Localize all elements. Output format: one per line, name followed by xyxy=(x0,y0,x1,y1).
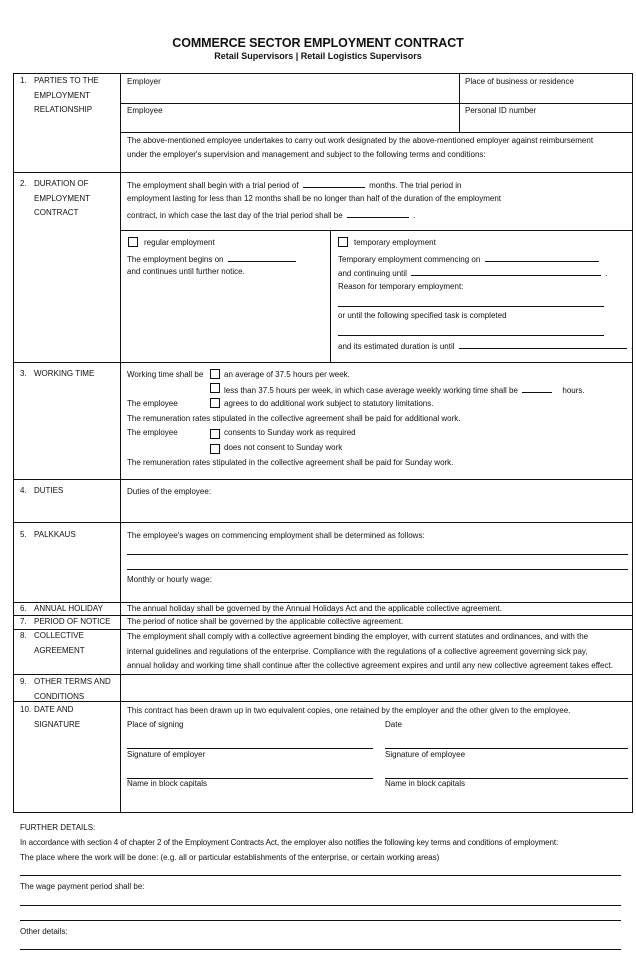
collective-agreement-line: The employment shall comply with a collective agreement binding the employer, with current statutes and ordinances, and with the xyxy=(127,632,589,641)
regular-continues-text: and continues until further notice. xyxy=(127,267,245,276)
wages-text: The employee's wages on commencing employment shall be determined as follows: xyxy=(127,531,425,540)
name-block-employee-label: Name in block capitals xyxy=(385,779,466,788)
section-label: RELATIONSHIP xyxy=(34,105,93,114)
less-hours-line xyxy=(224,384,585,396)
employer-field[interactable] xyxy=(121,74,458,103)
period-of-notice-text: The period of notice shall be governed by the applicable collective agreement. xyxy=(127,617,404,626)
place-of-business-field[interactable] xyxy=(460,74,632,103)
section-label: DUTIES xyxy=(34,486,64,495)
column-divider xyxy=(120,73,121,813)
trial-text: contract, in which case the last day of the trial period shall be xyxy=(127,211,343,220)
document-title: COMMERCE SECTOR EMPLOYMENT CONTRACT xyxy=(172,36,464,50)
section-number: 8. xyxy=(20,631,27,640)
trial-text: . xyxy=(413,211,416,220)
date-label: Date xyxy=(385,720,402,729)
less-hours-checkbox[interactable] xyxy=(210,383,220,393)
row-divider xyxy=(13,522,633,523)
further-details-intro: In accordance with section 4 of chapter 2 of the Employment Contracts Act, the employer also notifies the following key terms and conditions of employment: xyxy=(20,838,559,847)
wages-input-line[interactable] xyxy=(127,569,628,570)
section-number: 1. xyxy=(20,76,27,85)
temporary-duration-input[interactable] xyxy=(459,340,627,349)
parties-statement-line: under the employer's supervision and management and subject to the following terms and conditions: xyxy=(127,150,486,159)
temporary-duration-label: and its estimated duration is until xyxy=(338,342,455,351)
row-divider xyxy=(13,615,633,616)
temporary-continuing-label: and continuing until xyxy=(338,269,407,278)
temporary-task-input[interactable] xyxy=(338,335,604,336)
average-hours-checkbox[interactable] xyxy=(210,369,220,379)
hours-unit: hours. xyxy=(562,386,585,395)
section-label: PERIOD OF NOTICE xyxy=(34,617,111,626)
section-label: AGREEMENT xyxy=(34,646,85,655)
collective-agreement-line: internal guidelines and regulations of the enterprise. Compliance with the regulations of a collective agreement governing sick pay, xyxy=(127,647,588,656)
additional-work-label: agrees to do additional work subject to statutory limitations. xyxy=(224,399,434,408)
other-terms-input[interactable] xyxy=(121,675,631,700)
section-label: DURATION OF xyxy=(34,179,89,188)
section-number: 10. xyxy=(20,705,32,714)
temporary-duration-line xyxy=(338,340,633,352)
sunday-consent-label: consents to Sunday work as required xyxy=(224,428,356,437)
regular-begins-line xyxy=(127,253,298,265)
section-label: EMPLOYMENT xyxy=(34,193,91,203)
employer-label: Employer xyxy=(127,77,161,86)
section-number: 3. xyxy=(20,369,27,378)
wage-period-label: The wage payment period shall be: xyxy=(20,882,145,891)
regular-employment-label: regular employment xyxy=(144,238,215,247)
further-details-heading: FURTHER DETAILS: xyxy=(20,823,96,832)
work-place-label: The place where the work will be done: (e.g. all or particular establishments of the enterprise, or certain working areas) xyxy=(20,853,440,862)
temporary-continuing-line xyxy=(338,267,608,279)
weekly-hours-input[interactable] xyxy=(522,384,552,393)
section-label: ANNUAL HOLIDAY xyxy=(34,604,103,613)
signature-employee-label: Signature of employee xyxy=(385,750,466,759)
other-details-label: Other details: xyxy=(20,927,68,936)
signature-employer-label: Signature of employer xyxy=(127,750,206,759)
row-divider xyxy=(13,172,633,173)
temporary-reason-input[interactable] xyxy=(338,306,604,307)
place-of-business-label: Place of business or residence xyxy=(465,77,574,86)
regular-employment-checkbox[interactable] xyxy=(128,237,138,247)
section-number: 7. xyxy=(20,617,27,626)
wage-input[interactable] xyxy=(121,586,631,601)
employee-field[interactable] xyxy=(121,104,458,132)
row-divider xyxy=(120,132,633,133)
temporary-employment-label: temporary employment xyxy=(354,238,436,247)
working-time-prefix: Working time shall be xyxy=(127,370,204,379)
collective-agreement-line: annual holiday and working time shall continue after the collective agreement expires and until any new collective agreement takes effect. xyxy=(127,661,613,670)
row-divider xyxy=(13,479,633,480)
section-label: PALKKAUS xyxy=(34,530,76,539)
sunday-consent-checkbox[interactable] xyxy=(210,429,220,439)
employee-label: The employee xyxy=(127,399,178,408)
period-mark: . xyxy=(630,342,634,351)
row-divider xyxy=(13,362,633,363)
row-divider xyxy=(13,701,633,702)
section-label: SIGNATURE xyxy=(34,720,81,729)
temporary-commencing-line xyxy=(338,253,601,265)
trial-text: The employment shall begin with a trial period of xyxy=(127,181,299,190)
document-subtitle: Retail Supervisors | Retail Logistics Supervisors xyxy=(214,51,422,61)
remuneration-additional-text: The remuneration rates stipulated in the collective agreement shall be paid for additional work. xyxy=(127,414,461,423)
duties-label: Duties of the employee: xyxy=(127,487,212,496)
annual-holiday-text: The annual holiday shall be governed by the Annual Holidays Act and the applicable collective agreement. xyxy=(127,604,502,613)
sunday-no-consent-checkbox[interactable] xyxy=(210,444,220,454)
trial-period-line: employment lasting for less than 12 months shall be no longer than half of the duration of the employment xyxy=(127,194,501,203)
row-divider xyxy=(13,629,633,630)
remuneration-sunday-text: The remuneration rates stipulated in the collective agreement shall be paid for Sunday work. xyxy=(127,458,454,467)
temporary-task-label: or until the following specified task is completed xyxy=(338,311,507,320)
section-number: 2. xyxy=(20,179,27,188)
wage-period-input[interactable] xyxy=(20,905,621,906)
parties-statement-line: The above-mentioned employee undertakes to carry out work designated by the above-mentioned employer against reimbursement xyxy=(127,136,594,145)
temporary-employment-checkbox[interactable] xyxy=(338,237,348,247)
section-label: COLLECTIVE xyxy=(34,631,84,640)
section-number: 4. xyxy=(20,486,27,495)
trial-months-input[interactable] xyxy=(303,179,365,188)
section-number: 5. xyxy=(20,530,27,539)
duties-input[interactable] xyxy=(121,499,631,521)
trial-last-day-input[interactable] xyxy=(347,209,409,218)
regular-begins-label: The employment begins on xyxy=(127,255,224,264)
section-label: WORKING TIME xyxy=(34,369,95,378)
average-hours-label: an average of 37.5 hours per week. xyxy=(224,370,350,379)
temporary-continuing-input[interactable] xyxy=(411,267,601,276)
personal-id-label: Personal ID number xyxy=(465,106,537,115)
place-of-signing-label: Place of signing xyxy=(127,720,184,729)
temporary-reason-label: Reason for temporary employment: xyxy=(338,282,464,291)
wage-label: Monthly or hourly wage: xyxy=(127,575,212,584)
temporary-commencing-input[interactable] xyxy=(485,253,599,262)
copies-text: This contract has been drawn up in two equivalent copies, one retained by the employer and the other given to the employee. xyxy=(127,706,571,715)
work-place-input[interactable] xyxy=(20,875,621,876)
trial-text: months. The trial period in xyxy=(369,181,462,190)
other-details-input[interactable] xyxy=(20,949,621,950)
wage-period-input-2[interactable] xyxy=(20,920,621,921)
additional-work-checkbox[interactable] xyxy=(210,398,220,408)
section-label: OTHER TERMS AND xyxy=(34,677,111,686)
section-label: EMPLOYMENT xyxy=(34,90,91,100)
wages-input-line[interactable] xyxy=(127,554,628,555)
row-divider xyxy=(120,230,633,231)
name-block-employer-label: Name in block capitals xyxy=(127,779,208,788)
employee-label: The employee xyxy=(127,428,178,437)
row-divider xyxy=(13,602,633,603)
section-label: PARTIES TO THE xyxy=(34,76,99,85)
section-label: CONTRACT xyxy=(34,208,79,217)
regular-begins-input[interactable] xyxy=(228,253,296,262)
section-number: 6. xyxy=(20,604,27,613)
section-label: DATE AND xyxy=(34,705,74,714)
less-hours-label: less than 37.5 hours per week, in which case average weekly working time shall be xyxy=(224,386,518,395)
place-of-signing-input[interactable] xyxy=(127,748,373,749)
employee-label: Employee xyxy=(127,106,163,115)
period-mark: . xyxy=(605,269,608,278)
personal-id-field[interactable] xyxy=(460,104,632,132)
sunday-no-consent-label: does not consent to Sunday work xyxy=(224,443,343,452)
trial-period-line xyxy=(127,179,461,191)
date-input[interactable] xyxy=(385,748,628,749)
trial-period-line xyxy=(127,209,415,221)
section-label: CONDITIONS xyxy=(34,692,85,700)
temporary-commencing-label: Temporary employment commencing on xyxy=(338,255,481,264)
column-divider xyxy=(330,230,331,362)
section-number: 9. xyxy=(20,677,27,686)
